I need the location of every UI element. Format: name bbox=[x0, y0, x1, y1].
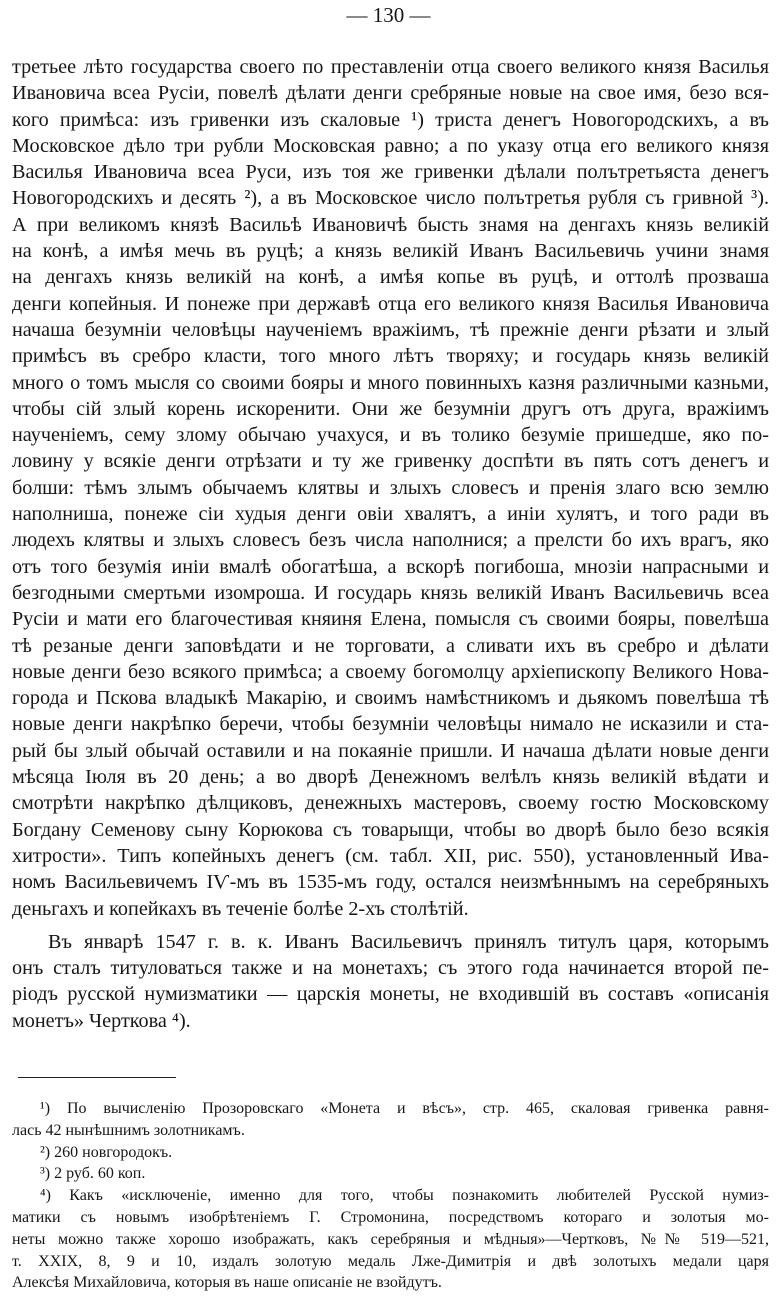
page-number: — 130 — bbox=[346, 3, 431, 27]
text-line: смотрѣти накрѣпко дѣлциковъ, денежныхъ мастеровъ, своему гостю Московскому bbox=[12, 792, 769, 815]
text-line: Московское дѣло три рубли Московская равно; а по указу отца его великого князя bbox=[12, 134, 769, 157]
footnote-3: ³) 2 руб. 60 коп. bbox=[40, 1165, 146, 1183]
main-text bbox=[12, 54, 769, 1034]
footnote-4-line-1: ⁴) Какъ «исключенiе, именно для того, чтобы познакомить любителей Русской нумиз- bbox=[40, 1187, 769, 1205]
footnote-4-line-2: матики съ новымъ изобрѣтенiемъ Г. Стромонина, посредствомъ котораго и золотыя мо- bbox=[12, 1208, 769, 1226]
text-line: Богдану Семенову сыну Корюкова съ товарыщи, чтобы во дворѣ было безо всякiя bbox=[12, 818, 769, 841]
text-line: А при великомъ князѣ Васильѣ Ивановичѣ бысть знамя на денгахъ князь великiй bbox=[12, 213, 769, 236]
text-line: рый бы злый обычай оставили и на покаянiе пришли. И начаша дѣлати новые денги bbox=[12, 739, 769, 762]
text-line: примѣсъ въ сребро класти, того много лѣтъ творяху; и государь князь великiй bbox=[12, 345, 769, 368]
footnote-2: ²) 260 новгородокъ. bbox=[40, 1143, 173, 1161]
text-line: третьее лѣто государства своего по преставленiи отца своего великого князя Василья bbox=[12, 56, 769, 78]
text-line: много о томъ мысля со своими бояры и много повинныхъ казня различными казньми, bbox=[12, 371, 769, 394]
paragraph-gap bbox=[12, 922, 769, 929]
second-paragraph-line-last: монетъ» Черткова ⁴). bbox=[12, 1009, 191, 1032]
second-paragraph-line: Въ январѣ 1547 г. в. к. Иванъ Васильевичъ принялъ титулъ царя, которымъ bbox=[48, 930, 769, 953]
text-line: новые денги безо всякого примѣса; а своему богомолцу архiепископу Великого Нова- bbox=[12, 660, 769, 683]
text-line: болши: тѣмъ злымъ обычаемъ клятвы и злыхъ словесъ и пренiя злаго всю землю bbox=[12, 476, 769, 499]
footnote-1-line-2: лась 42 нынѣшнимъ золотникамъ. bbox=[12, 1121, 245, 1139]
text-line: тѣ резаные денги заповѣдати и не торговати, а сливати ихъ въ сребро и дѣлати bbox=[12, 634, 769, 657]
footnote-4-line-5: Алексѣя Михайловича, которыя въ наше описанiе не взойдутъ. bbox=[12, 1274, 442, 1292]
footnote-1-line-1: ¹) По вычисленiю Прозоровскаго «Монета и вѣсъ», стр. 465, скаловая гривенка равня- bbox=[40, 1100, 769, 1117]
text-line: номъ Васильевичемъ IѴ-мъ въ 1535-мъ году, остался неизмѣннымъ на серебряныхъ bbox=[12, 871, 769, 894]
text-line: на денгахъ князь великiй на конѣ, а имѣя копье въ руцѣ, и оттолѣ прозваша bbox=[12, 266, 769, 289]
text-line: новые денги накрѣпко беречи, чтобы безумнiи человѣцы нимало не исказили и ста- bbox=[12, 713, 769, 736]
text-line: хитрости». Типъ копейныхъ денегъ (см. табл. XII, рис. 550), установленный Ива- bbox=[12, 844, 769, 867]
text-line: безгодными смертьми изомроша. И государь князь великiй Иванъ Васильевичь всеа bbox=[12, 581, 769, 604]
footnotes bbox=[12, 1098, 769, 1294]
text-line: кого примѣса: изъ гривенки изъ скаловые ¹) триста денегъ Новогородскихъ, а въ bbox=[12, 108, 769, 131]
text-line: Русiи и мати его благочестивая княиня Елена, помысля съ своими бояры, повелѣша bbox=[12, 608, 769, 631]
text-line: Новогородскихъ и десять ²), а въ Московское число полътретья рубля съ гривной ³). bbox=[12, 187, 769, 210]
text-line: на конѣ, а имѣя мечь въ руцѣ; а князь великiй Иванъ Васильевичь учини знамя bbox=[12, 240, 769, 263]
text-line: мѣсяца Iюля въ 20 день; а во дворѣ Денежномъ велѣлъ князь великiй вѣдати и bbox=[12, 766, 769, 789]
text-line: денги копейныя. И понеже при державѣ отца его великого князя Василья Ивановича bbox=[12, 292, 769, 315]
footnote-4-line-3: неты можно также хорошо изображать, какъ серебряныя и мѣдныя»—Чертковъ, №№ 519—521, bbox=[12, 1230, 769, 1248]
text-line: чтобы сiй злый корень искоренити. Они же безумнiи другъ отъ друга, вражiимъ bbox=[12, 397, 769, 420]
text-line-last: деньгахъ и копейкахъ въ теченiе болѣе 2-хъ столѣтiй. bbox=[12, 897, 469, 920]
text-line: людехъ клятвы и злыхъ словесъ безъ числа наполнися; а прелсти бо ихъ врагъ, яко bbox=[12, 529, 769, 552]
text-line: начаша безумнiи человѣцы наученiемъ вражiимъ, тѣ прежнiе денги рѣзати и злый bbox=[12, 318, 769, 341]
text-line: наполниша, понеже сiи худыя денги овiи хвалятъ, а инiи хулятъ, и того ради въ bbox=[12, 503, 769, 526]
text-line: Ивановича всеа Русiи, повелѣ дѣлати денги сребряные новые на свое имя, безо вся- bbox=[12, 82, 769, 105]
second-paragraph-line: рiодъ русской нумизматики — царскiя монеты, не входившiй въ составъ «описанiя bbox=[12, 983, 769, 1006]
text-line: отъ того безумiя инiи вмалѣ обогатѣша, а вскорѣ погибоша, мнозiи напрасными и bbox=[12, 555, 769, 578]
text-line: Василья Ивановича всеа Руси, изъ тоя же гривенки дѣлали полътретьяста денегъ bbox=[12, 161, 769, 184]
footnote-4-line-4: т. XXIX, 8, 9 и 10, издалъ золотую медаль Лже-Димитрiя и двѣ золотыхъ медали царя bbox=[12, 1252, 769, 1270]
text-line: наученiемъ, сему злому обычаю учахуся, и въ толико безумiе пришедше, яко по- bbox=[12, 424, 769, 447]
text-line: города и Пскова владыкѣ Макарiю, и своимъ намѣстникомъ и дьякомъ повелѣша тѣ bbox=[12, 687, 769, 710]
second-paragraph-line: онъ сталъ титуловаться также и на монетахъ; съ этого года начинается второй пе- bbox=[12, 957, 769, 980]
text-line: ловину у всякiе денги отрѣзати и ту же гривенку доспѣти въ пять сотъ денегъ и bbox=[12, 450, 769, 473]
footnote-divider bbox=[18, 1077, 176, 1078]
